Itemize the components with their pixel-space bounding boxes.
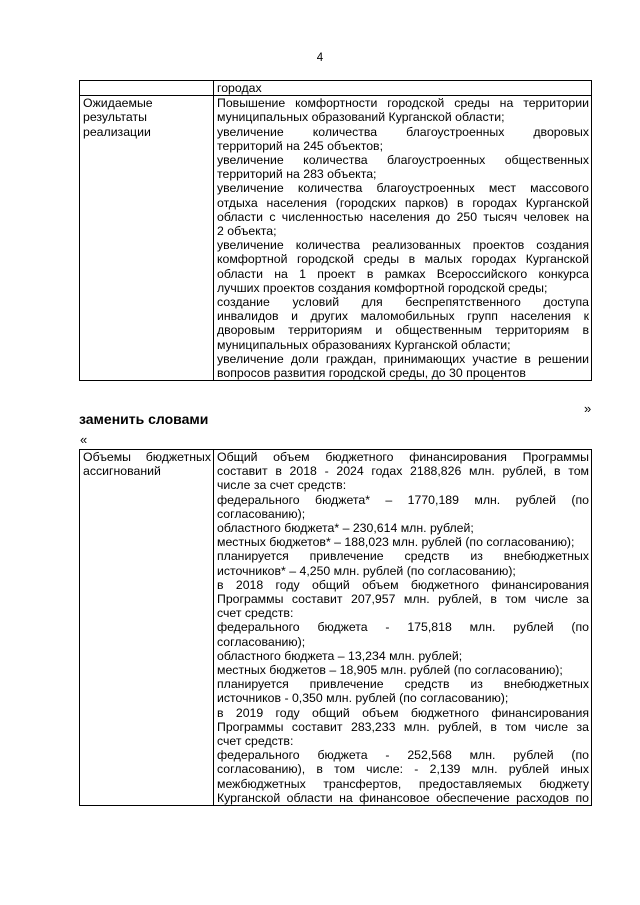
label-line: результаты xyxy=(83,110,147,125)
text-line: Программы составит 207,957 млн. рублей, в том числе за xyxy=(217,592,589,607)
text-line: планируется привлечение средств из внебюджетных xyxy=(217,549,589,564)
text-line: области на 1 проект в рамках Всероссийского конкурса xyxy=(217,266,589,281)
budget-allocations-label xyxy=(80,450,214,806)
text-line: муниципальных образованиях Курганской области; xyxy=(217,337,511,352)
text-line: счет средств: xyxy=(217,734,294,749)
table-cell-content xyxy=(214,81,592,96)
text-line: области с численностью населения до 250 тысяч человек на xyxy=(217,209,589,224)
budget-allocations-content xyxy=(214,450,592,806)
text-line: согласованию); xyxy=(217,634,306,649)
table-row xyxy=(80,450,592,806)
text-line: местных бюджетов – 18,905 млн. рублей (по согласованию); xyxy=(217,663,563,678)
text-line: областного бюджета* – 230,614 млн. рублей; xyxy=(217,521,474,536)
label-line: Ожидаемые xyxy=(83,96,153,111)
text-line: федерального бюджета* – 1770,189 млн. рублей (по xyxy=(217,492,589,507)
text-line: увеличение количества реализованных проектов создания xyxy=(217,238,589,253)
text-line: лучших проектов создания комфортной городской среды; xyxy=(217,280,548,295)
text-line: Программы составит 283,233 млн. рублей, в том числе за xyxy=(217,719,589,734)
text-line: инвалидов и других маломобильных групп населения к xyxy=(217,309,589,324)
text-line: в 2018 году общий объем бюджетного финансирования xyxy=(217,577,589,592)
text-line: счет средств: xyxy=(217,606,294,621)
text-line: Повышение комфортности городской среды на территории xyxy=(217,96,589,111)
text-line: городах xyxy=(217,81,262,95)
label-line: ассигнований xyxy=(83,464,161,479)
text-line: федерального бюджета - 175,818 млн. рублей (по xyxy=(217,620,589,635)
text-line: увеличение количества благоустроенных общественных xyxy=(217,153,589,168)
text-line: источников* – 4,250 млн. рублей (по согласованию); xyxy=(217,563,516,578)
text-line: создание условий для беспрепятственного доступа xyxy=(217,295,589,310)
text-line: федерального бюджета - 252,568 млн. рублей (по xyxy=(217,748,589,763)
text-line: межбюджетных трансфертов, предоставляемых бюджету xyxy=(217,776,589,791)
table-row xyxy=(80,81,592,96)
text-line: отдыха населения (городских парков) в городах Курганской xyxy=(217,195,589,210)
label-line: Объемы бюджетных xyxy=(83,450,211,464)
text-line: Курганской области на финансовое обеспечение расходов по xyxy=(217,790,589,805)
page-number: 4 xyxy=(316,52,324,64)
text-line: комфортной городской среды в малых городах Курганской xyxy=(217,252,589,267)
text-line: дворовым территориям и общественным территориям в xyxy=(217,323,589,338)
program-passport-table-old xyxy=(79,80,592,381)
table-row xyxy=(80,96,592,381)
text-line: Общий объем бюджетного финансирования Программы xyxy=(217,450,589,464)
closing-quote: » xyxy=(584,401,592,416)
text-line: числе за счет средств: xyxy=(217,478,347,493)
expected-results-label xyxy=(80,96,214,381)
text-line: планируется привлечение средств из внебюджетных xyxy=(217,677,589,692)
expected-results-content xyxy=(214,96,592,381)
text-line: в 2019 году общий объем бюджетного финансирования xyxy=(217,705,589,720)
text-line: согласованию); xyxy=(217,506,306,521)
label-line: реализации xyxy=(83,124,151,139)
text-line: областного бюджета – 13,234 млн. рублей; xyxy=(217,648,463,663)
text-line: источников - 0,350 млн. рублей (по согласованию); xyxy=(217,691,509,706)
text-line: муниципальных образований Курганской области; xyxy=(217,110,505,125)
text-line: вопросов развития городской среды, до 30 процентов xyxy=(217,366,526,381)
opening-quote: « xyxy=(80,432,88,447)
program-passport-table-new xyxy=(79,449,592,806)
replace-with-words: заменить словами xyxy=(79,411,209,427)
text-line: территорий на 283 объекта; xyxy=(217,167,377,182)
text-line: 2 объекта; xyxy=(217,224,277,239)
text-line: местных бюджетов* – 188,023 млн. рублей (по согласованию); xyxy=(217,535,575,550)
table-cell-label xyxy=(80,81,214,96)
text-line: территорий на 245 объектов; xyxy=(217,138,383,153)
text-line: увеличение количества благоустроенных дворовых xyxy=(217,124,589,139)
text-line: увеличение количества благоустроенных мест массового xyxy=(217,181,589,196)
text-line: согласованию), в том числе: - 2,139 млн. рублей иных xyxy=(217,762,589,777)
text-line: составит в 2018 - 2024 годах 2188,826 млн. рублей, в том xyxy=(217,464,589,479)
text-line: увеличение доли граждан, принимающих участие в решении xyxy=(217,351,589,366)
